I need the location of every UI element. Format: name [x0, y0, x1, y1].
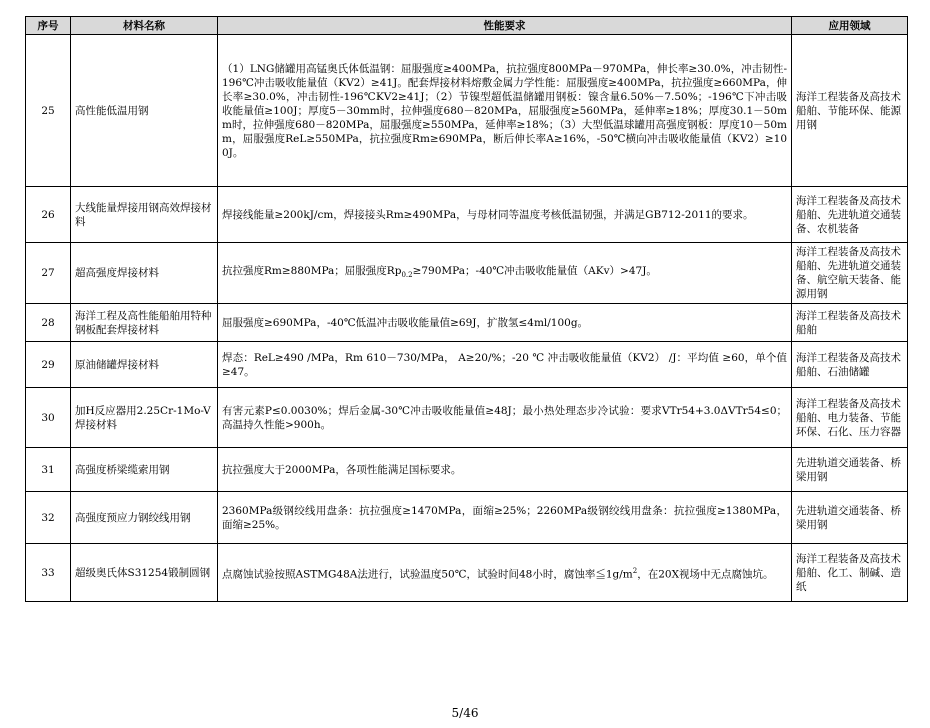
material-name: 高强度预应力钢绞线用钢: [71, 492, 218, 544]
performance-requirements: 屈服强度≥690MPa，-40℃低温冲击吸收能量值≥69J，扩散氢≤4ml/100g。: [218, 304, 792, 342]
material-name: 大线能量焊接用钢高效焊接材料: [71, 187, 218, 243]
material-name: 原油储罐焊接材料: [71, 342, 218, 388]
table-row: [26, 187, 908, 243]
row-number: 31: [26, 448, 71, 492]
row-number: 25: [26, 35, 71, 187]
table-row: [26, 304, 908, 342]
header-requirements: 性能要求: [218, 17, 792, 35]
row-number: 29: [26, 342, 71, 388]
material-name: 海洋工程及高性能船舶用特种钢板配套焊接材料: [71, 304, 218, 342]
application-field: 海洋工程装备及高技术船舶: [792, 304, 908, 342]
application-field: 海洋工程装备及高技术船舶、先进轨道交通装备、农机装备: [792, 187, 908, 243]
table-row: [26, 492, 908, 544]
requirements-text: 点腐蚀试验按照ASTMG48A法进行，试验温度50℃，试验时间48小时，腐蚀率≦1g/m: [222, 568, 633, 581]
row-number: 26: [26, 187, 71, 243]
material-name: 加H反应器用2.25Cr-1Mo-V焊接材料: [71, 388, 218, 448]
table-row: [26, 35, 908, 187]
application-field: 先进轨道交通装备、桥梁用钢: [792, 448, 908, 492]
material-name: 高性能低温用钢: [71, 35, 218, 187]
table-row: [26, 243, 908, 304]
application-field: 先进轨道交通装备、桥梁用钢: [792, 492, 908, 544]
material-name: 超高强度焊接材料: [71, 243, 218, 304]
row-number: 33: [26, 544, 71, 602]
performance-requirements: [218, 243, 792, 304]
superscript: 2: [632, 566, 638, 575]
page-number: 5/46: [451, 706, 479, 720]
subscript: 0.2: [401, 271, 413, 280]
application-field: 海洋工程装备及高技术船舶、节能环保、能源用钢: [792, 35, 908, 187]
header-no: 序号: [26, 17, 71, 35]
header-application: 应用领域: [792, 17, 908, 35]
performance-requirements: [218, 544, 792, 602]
materials-table: [25, 16, 908, 602]
requirements-text: ≥790MPa；-40℃冲击吸收能量值（AKv）>47J。: [412, 264, 657, 277]
requirements-text: 抗拉强度Rm≥880MPa；屈服强度Rp: [222, 264, 402, 277]
material-name: 超级奥氏体S31254锻制圆钢: [71, 544, 218, 602]
performance-requirements: 焊态：ReL≥490 /MPa，Rm 610－730/MPa， A≥20/%；-20 ℃ 冲击吸收能量值（KV2） /J：平均值 ≥60，单个值≥47。: [218, 342, 792, 388]
table-row: [26, 388, 908, 448]
performance-requirements: （1）LNG储罐用高锰奥氏体低温钢：屈服强度≥400MPa，抗拉强度800MPa－970MPa，伸长率≥30.0%，冲击韧性-196℃冲击吸收能量值（KV2）≥41J。配套焊接材料熔敷金属力学性能：屈服强度≥400MPa，抗拉强度≥660MPa，伸长率≥30.0%，冲击韧性-196℃KV2≥41J；（2）节镍型超低温储罐用钢板：镍含量6.50%－7.50%；-196℃下冲击吸收能量值≥100J；厚度5－30mm时，拉伸强度680－820MPa，屈服强度≥560MPa，延伸率≥18%；厚度30.1－50mm时，拉伸强度680－820MPa，屈服强度≥550MPa，延伸率≥18%；（3）大型低温球罐用高强度钢板：厚度10－50mm，屈服强度ReL≥550MPa，抗拉强度Rm≥690MPa，断后伸长率A≥16%，-50℃横向冲击吸收能量值（KV2）≥100J。: [218, 35, 792, 187]
table-header-row: [26, 17, 908, 35]
application-field: 海洋工程装备及高技术船舶、先进轨道交通装备、航空航天装备、能源用钢: [792, 243, 908, 304]
row-number: 28: [26, 304, 71, 342]
application-field: 海洋工程装备及高技术船舶、电力装备、节能环保、石化、压力容器: [792, 388, 908, 448]
row-number: 30: [26, 388, 71, 448]
performance-requirements: 有害元素P≤0.0030%；焊后金属-30℃冲击吸收能量值≥48J；最小热处理态步冷试验：要求VTr54+3.0ΔVTr54≤0；高温持久性能>900h。: [218, 388, 792, 448]
table-row: [26, 448, 908, 492]
material-name: 高强度桥梁缆索用钢: [71, 448, 218, 492]
row-number: 27: [26, 243, 71, 304]
table-row: [26, 544, 908, 602]
application-field: 海洋工程装备及高技术船舶、化工、制碱、造纸: [792, 544, 908, 602]
performance-requirements: 焊接线能量≥200kJ/cm，焊接接头Rm≥490MPa，与母材同等温度考核低温韧强，并满足GB712-2011的要求。: [218, 187, 792, 243]
performance-requirements: 抗拉强度大于2000MPa，各项性能满足国标要求。: [218, 448, 792, 492]
requirements-text: ，在20X视场中无点腐蚀坑。: [637, 568, 774, 581]
application-field: 海洋工程装备及高技术船舶、石油储罐: [792, 342, 908, 388]
performance-requirements: 2360MPa级钢绞线用盘条：抗拉强度≥1470MPa，面缩≥25%；2260MPa级钢绞线用盘条：抗拉强度≥1380MPa，面缩≥25%。: [218, 492, 792, 544]
table-row: [26, 342, 908, 388]
row-number: 32: [26, 492, 71, 544]
header-material: 材料名称: [71, 17, 218, 35]
